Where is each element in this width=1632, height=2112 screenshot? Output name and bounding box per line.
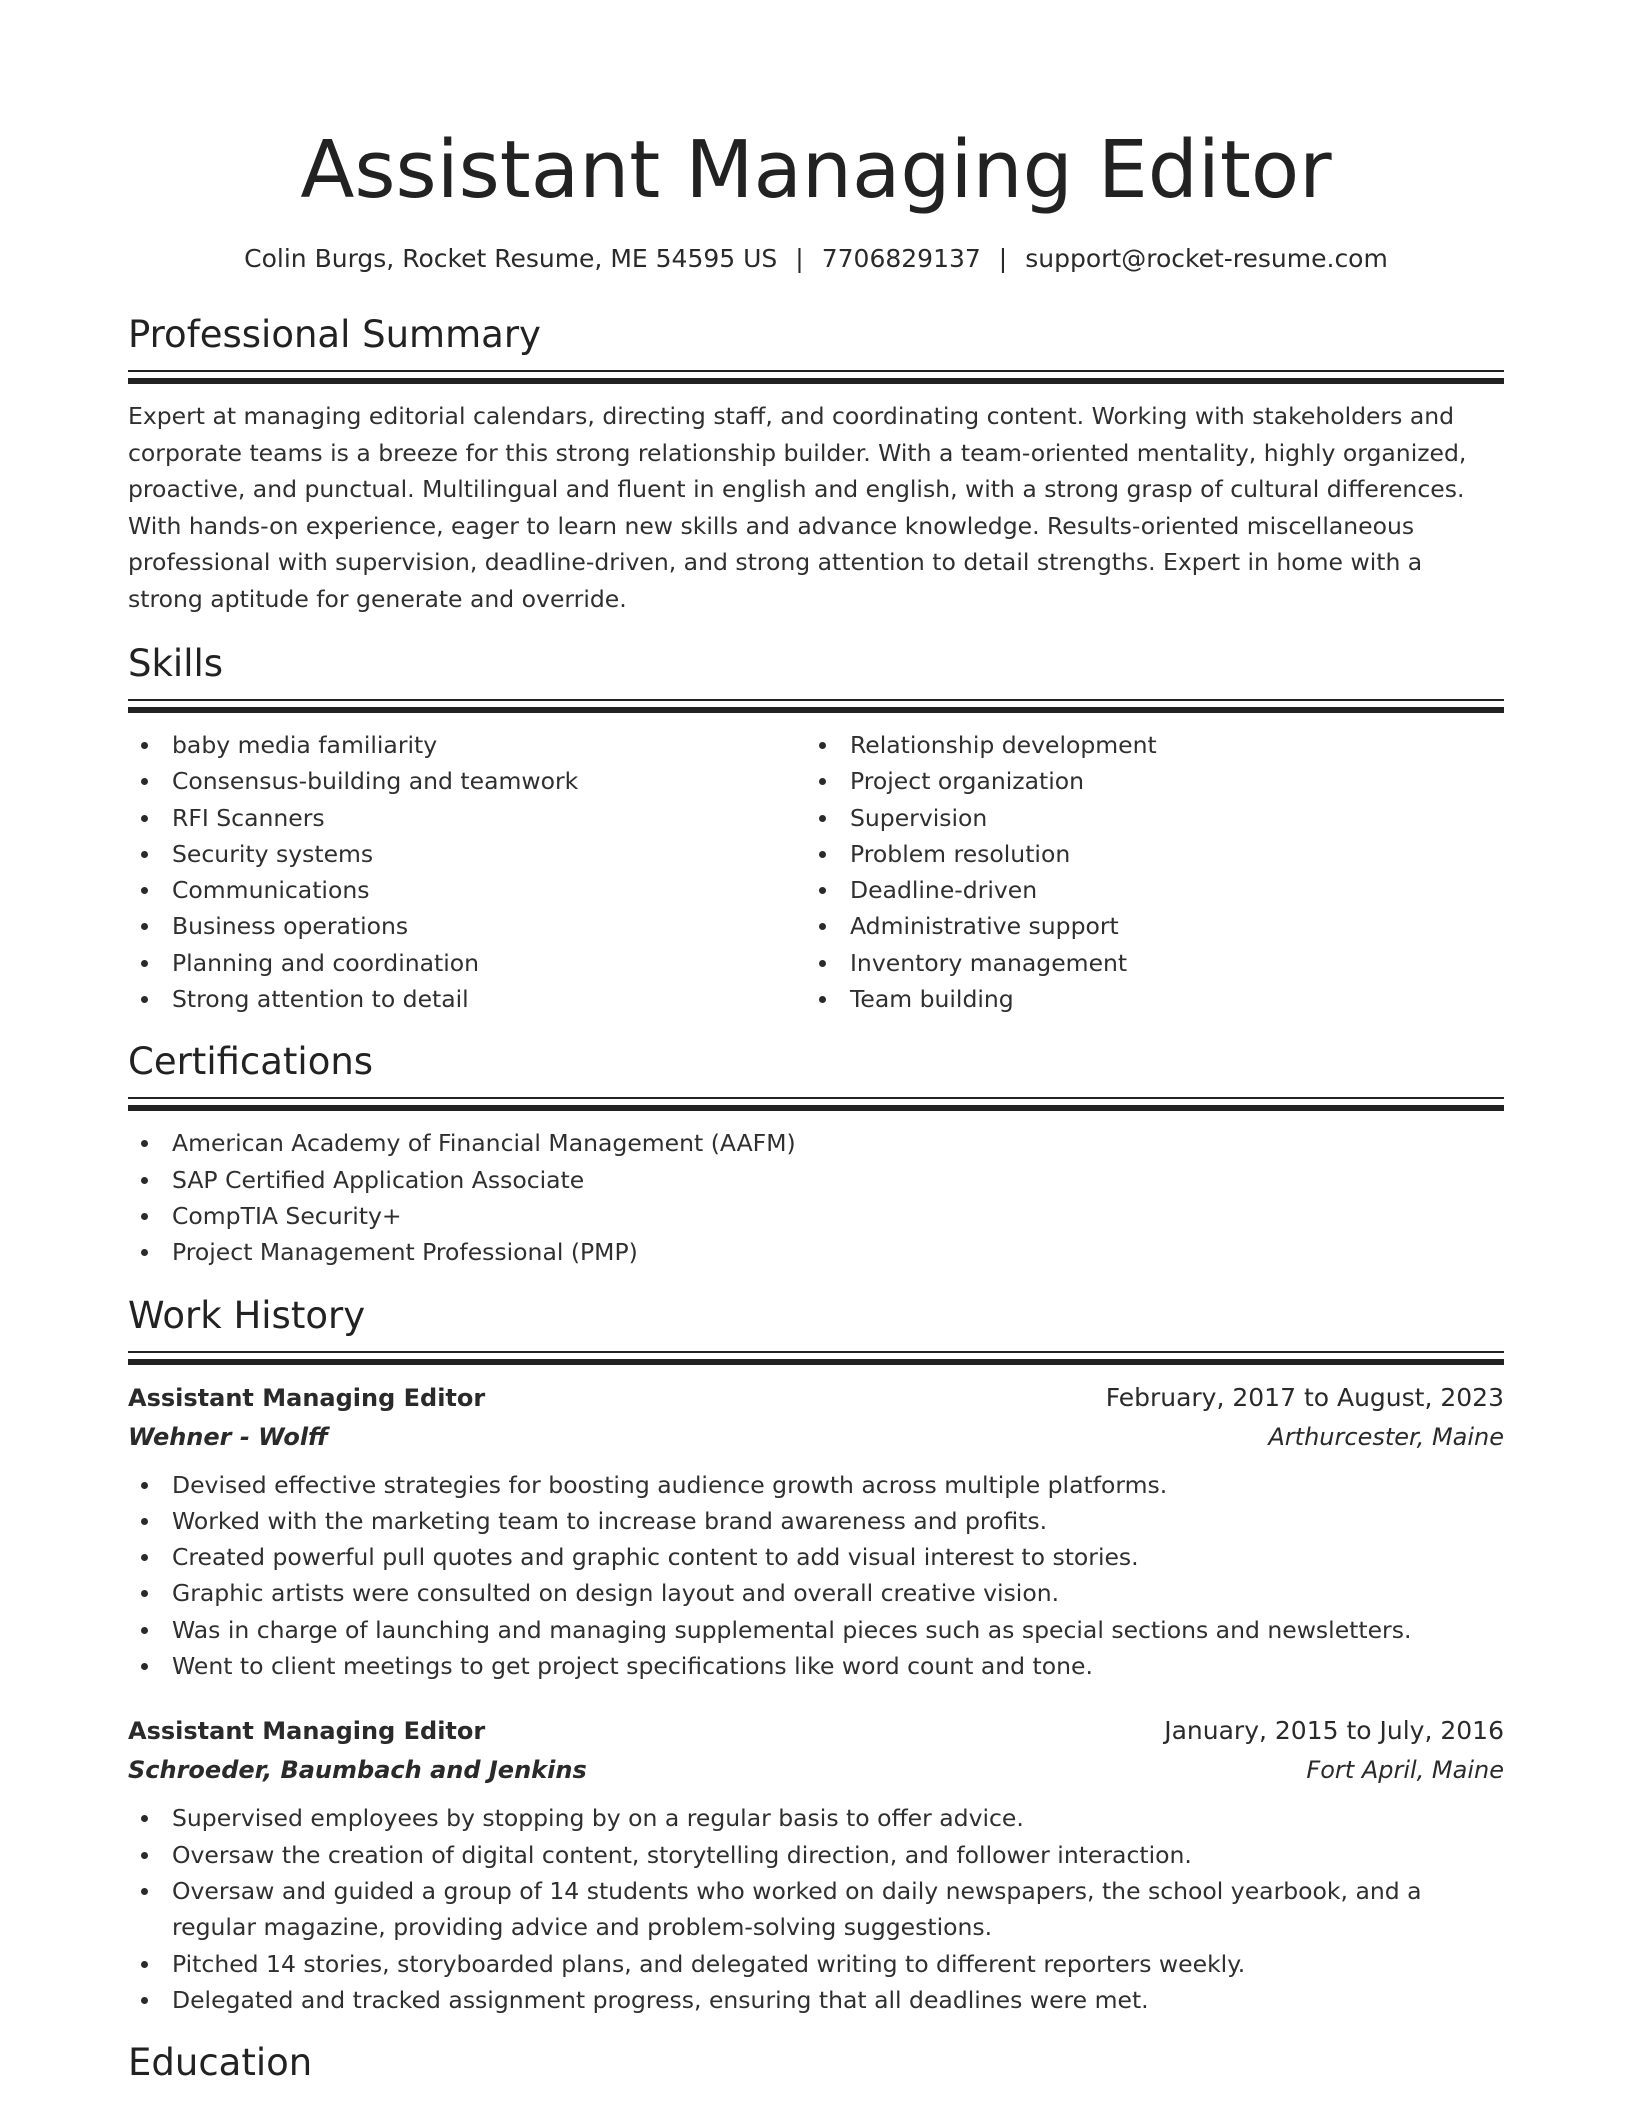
certifications-list — [128, 1125, 1504, 1270]
resume-title: Assistant Managing Editor — [300, 124, 1332, 216]
skill-item: Communications — [128, 872, 806, 908]
job-subheader — [128, 1417, 1504, 1457]
skills-columns — [128, 713, 1504, 1017]
job-location: Fort April, Maine — [1306, 1756, 1504, 1785]
job-duty: Oversaw and guided a group of 14 students who worked on daily newspapers, the school yearbook, and a regular magazine, providing advice and problem-solving suggestions. — [128, 1873, 1504, 1946]
certifications-section — [128, 1039, 1504, 1270]
job-duty: Went to client meetings to get project specifications like word count and tone. — [128, 1648, 1504, 1684]
job-duties — [128, 1467, 1504, 1685]
job-location: Arthurcester, Maine — [1268, 1422, 1504, 1451]
job-dates: February, 2017 to August, 2023 — [1105, 1382, 1504, 1412]
skill-item: Security systems — [128, 836, 806, 872]
skill-item: Planning and coordination — [128, 945, 806, 981]
work-history-section — [128, 1293, 1504, 2019]
skill-item: baby media familiarity — [128, 727, 806, 763]
certifications-heading: Certifications — [128, 1040, 374, 1084]
contact-address: Colin Burgs, Rocket Resume, ME 54595 US — [244, 244, 778, 273]
skills-list-right — [806, 727, 1484, 1017]
contact-line — [128, 242, 1504, 276]
skill-item: Administrative support — [806, 908, 1484, 944]
job-duty: Created powerful pull quotes and graphic content to add visual interest to stories. — [128, 1539, 1504, 1575]
section-divider — [128, 699, 1504, 701]
skill-item: Relationship development — [806, 727, 1484, 763]
certification-item: CompTIA Security+ — [128, 1198, 1504, 1234]
contact-phone: 7706829137 — [821, 244, 981, 273]
section-divider — [128, 1351, 1504, 1353]
education-section — [128, 2040, 1504, 2086]
job-title: Assistant Managing Editor — [128, 1383, 486, 1412]
skill-item: Business operations — [128, 908, 806, 944]
section-divider — [128, 1097, 1504, 1099]
skills-heading: Skills — [128, 642, 224, 685]
job-entry — [128, 1379, 1504, 1685]
certification-item: Project Management Professional (PMP) — [128, 1234, 1504, 1270]
skill-item: RFI Scanners — [128, 800, 806, 836]
summary-heading: Professional Summary — [128, 313, 541, 356]
skill-item: Supervision — [806, 800, 1484, 836]
job-duties — [128, 1800, 1504, 2018]
work-history-heading: Work History — [128, 1293, 366, 1337]
contact-separator: | — [998, 244, 1008, 273]
skills-list-left — [128, 727, 806, 1017]
job-dates: January, 2015 to July, 2016 — [1164, 1716, 1504, 1746]
job-duty: Oversaw the creation of digital content, storytelling direction, and follower interaction. — [128, 1837, 1504, 1873]
skill-item: Inventory management — [806, 945, 1484, 981]
certification-item: SAP Certified Application Associate — [128, 1162, 1504, 1198]
contact-separator: | — [795, 244, 804, 273]
section-divider — [128, 378, 1504, 384]
skill-item: Consensus-building and teamwork — [128, 763, 806, 799]
summary-section — [128, 312, 1504, 617]
resume-page — [128, 0, 1504, 2086]
job-header — [128, 1379, 1504, 1417]
job-company: Wehner - Wolff — [128, 1422, 329, 1451]
skill-item: Team building — [806, 981, 1484, 1017]
job-title: Assistant Managing Editor — [128, 1717, 486, 1746]
job-duty: Devised effective strategies for boosting audience growth across multiple platforms. — [128, 1467, 1504, 1503]
job-company: Schroeder, Baumbach and Jenkins — [128, 1756, 587, 1785]
job-duty: Worked with the marketing team to increase brand awareness and profits. — [128, 1503, 1504, 1539]
job-duty: Pitched 14 stories, storyboarded plans, and delegated writing to different reporters weekly. — [128, 1946, 1504, 1982]
skills-section — [128, 641, 1504, 1017]
job-duty: Supervised employees by stopping by on a regular basis to offer advice. — [128, 1800, 1504, 1836]
job-duty: Graphic artists were consulted on design layout and overall creative vision. — [128, 1575, 1504, 1611]
skill-item: Strong attention to detail — [128, 981, 806, 1017]
job-duty: Delegated and tracked assignment progress, ensuring that all deadlines were met. — [128, 1982, 1504, 2018]
job-subheader — [128, 1750, 1504, 1790]
job-duty: Was in charge of launching and managing supplemental pieces such as special sections and newsletters. — [128, 1612, 1504, 1648]
section-divider — [128, 1359, 1504, 1365]
education-heading: Education — [128, 2041, 313, 2085]
skill-item: Deadline-driven — [806, 872, 1484, 908]
skill-item: Problem resolution — [806, 836, 1484, 872]
job-entry — [128, 1712, 1504, 2018]
section-divider — [128, 1105, 1504, 1111]
skill-item: Project organization — [806, 763, 1484, 799]
job-header — [128, 1712, 1504, 1750]
certification-item: American Academy of Financial Management (AAFM) — [128, 1125, 1504, 1161]
summary-text: Expert at managing editorial calendars, directing staff, and coordinating content. Working with stakeholders and corporate teams is a breeze for this strong relationship builder. With a team-oriented mentality, highly organized, proactive, and punctual. Multilingual and fluent in english and english, with a strong grasp of cultural differences. With hands-on experience, eager to learn new skills and advance knowledge. Results-oriented miscellaneous professional with supervision, deadline-driven, and strong attention to detail strengths. Expert in home with a strong aptitude for generate and override. — [128, 402, 1467, 613]
contact-email: support@rocket-resume.com — [1025, 244, 1388, 273]
section-divider — [128, 370, 1504, 372]
